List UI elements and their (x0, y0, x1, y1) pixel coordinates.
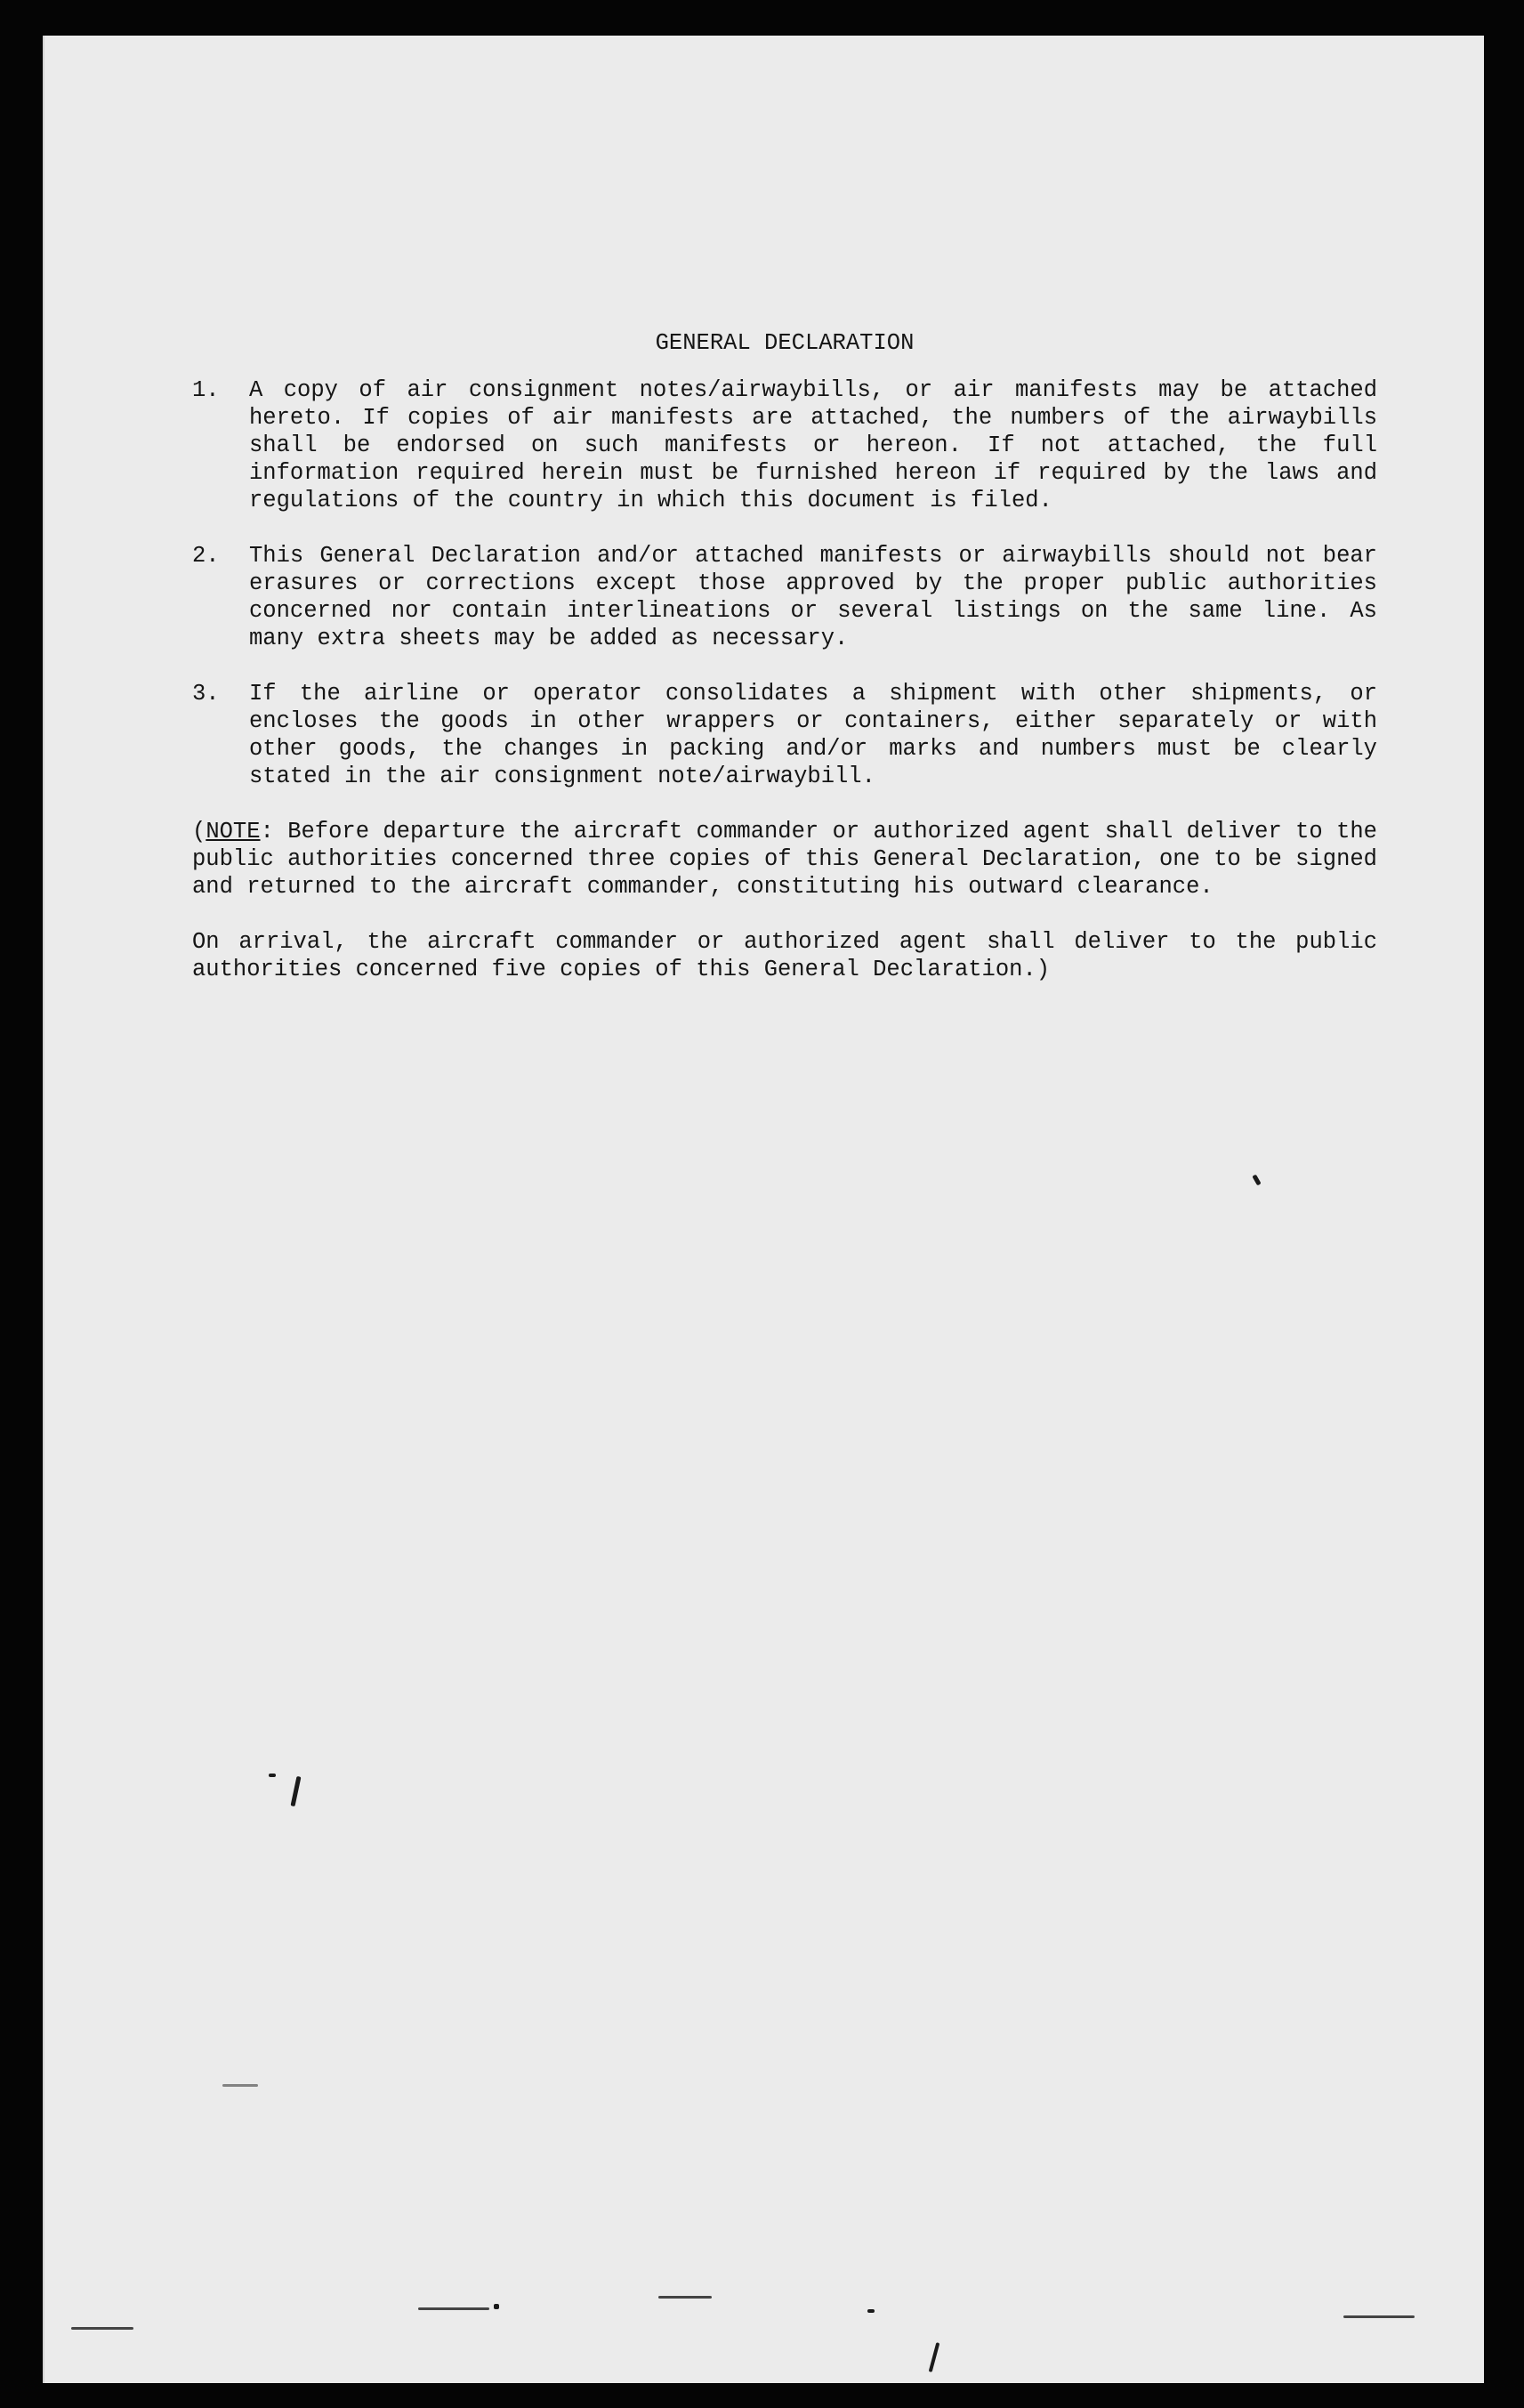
note-colon: : (260, 819, 274, 844)
arrival-note: On arrival, the aircraft commander or authorized agent shall deliver to the public authorities concerned five copies of this General Declaration.) (192, 929, 1377, 982)
scan-speck (494, 2304, 499, 2309)
item-text: This General Declaration and/or attached manifests or airwaybills should not bear erasures or corrections except those approved by the proper public authorities concerned nor contain interlineations or several listings on the same line. As many extra sheets may be added as necessary. (249, 543, 1377, 651)
note-text: Before departure the aircraft commander or authorized agent shall deliver to the public authorities concerned three copies of this General Declaration, one to be signed and returned to the aircraft commander, constituting his outward clearance. (192, 819, 1377, 900)
document-body (192, 329, 1377, 1011)
item-text: If the airline or operator consolidates a shipment with other shipments, or encloses the goods in other wrappers or containers, either separately or with other goods, the changes in packing and/or marks and numbers must be clearly stated in the air consignment note/airwaybill. (249, 681, 1377, 789)
note-label: NOTE (206, 819, 261, 844)
document-page (43, 36, 1484, 2383)
scan-speck (269, 1774, 276, 1777)
scan-speck (658, 2296, 712, 2299)
item-number: 2. (192, 543, 220, 569)
scan-speck (929, 2342, 940, 2372)
instruction-item (192, 376, 1377, 514)
instruction-item (192, 680, 1377, 790)
item-number: 3. (192, 681, 220, 707)
scan-speck (418, 2307, 489, 2310)
scan-speck (867, 2309, 875, 2313)
instruction-item (192, 542, 1377, 652)
item-text: A copy of air consignment notes/airwaybills, or air manifests may be attached hereto. If copies of air manifests are attached, the numbers of the airwaybills shall be endorsed on such manifests or hereon. If not attached, the full information required herein must be furnished hereon if required by the laws and regulations of the country in which this document is filed. (249, 377, 1377, 513)
scan-speck (222, 2084, 258, 2087)
scan-speck (291, 1776, 302, 1806)
scan-speck (1343, 2315, 1415, 2318)
scan-speck (1252, 1175, 1261, 1186)
departure-note (192, 818, 1377, 901)
item-number: 1. (192, 377, 220, 403)
scan-speck (71, 2327, 133, 2330)
note-open-paren: ( (192, 819, 206, 844)
document-title: GENERAL DECLARATION (655, 330, 915, 356)
